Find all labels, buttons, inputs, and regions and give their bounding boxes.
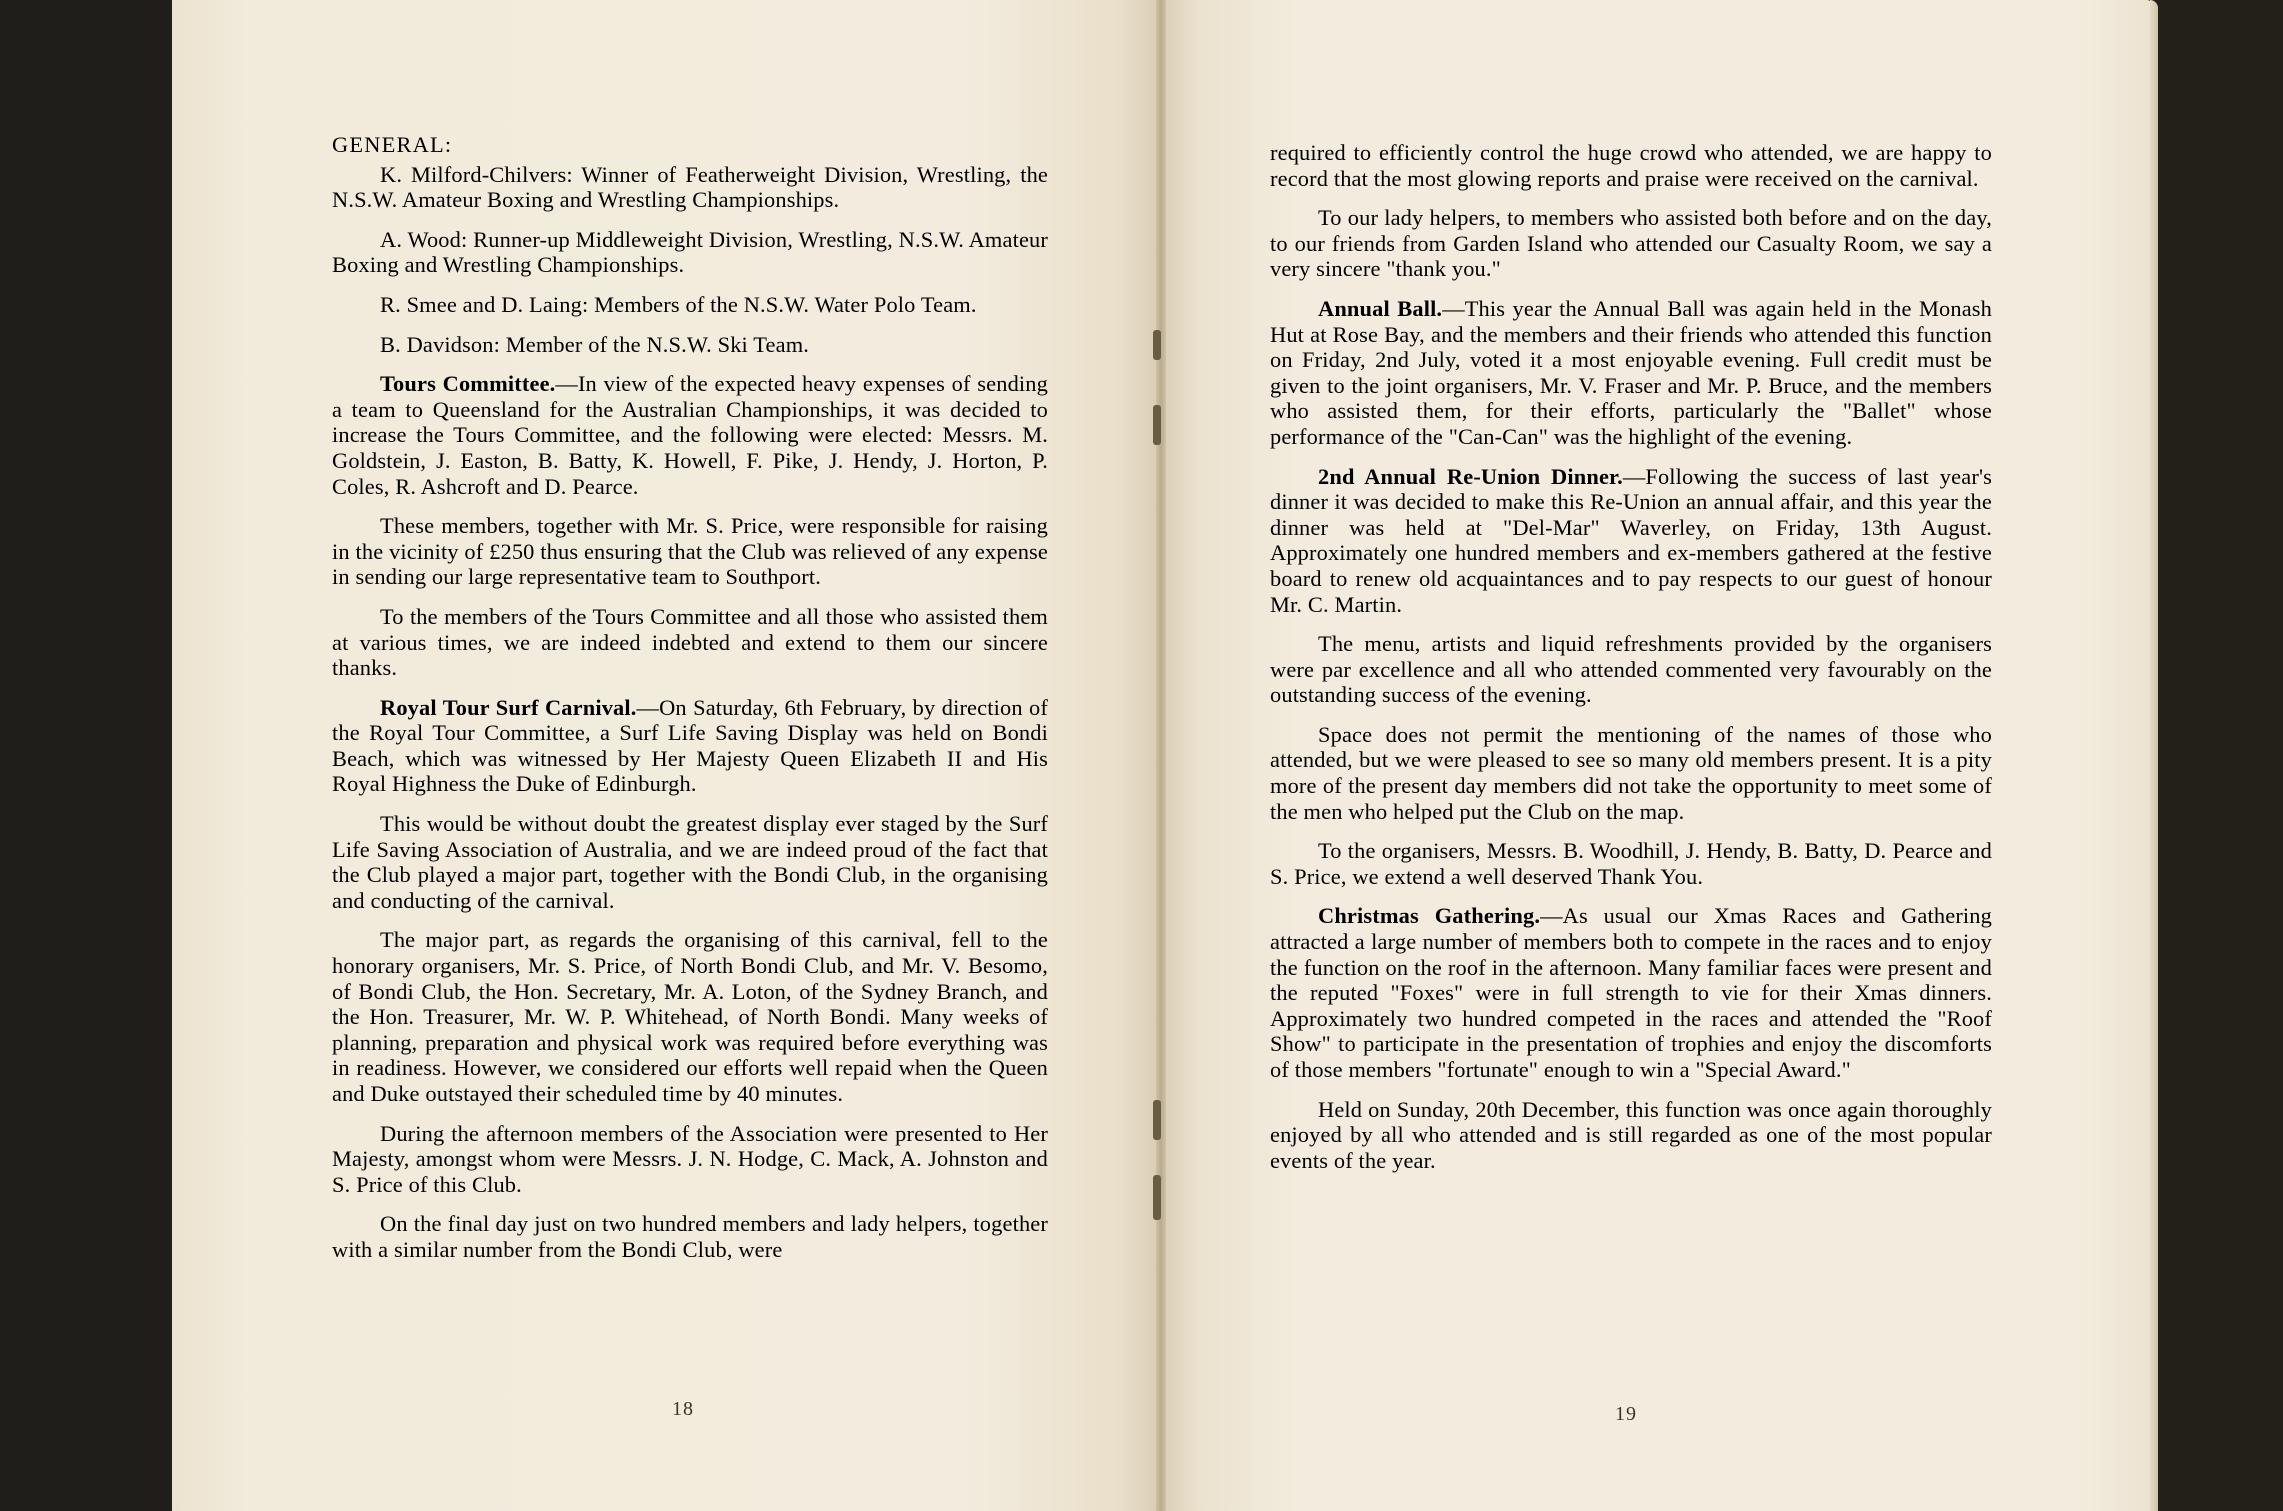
paragraph-text: The menu, artists and liquid refreshments provided by the organisers were par excellence and all who attended commented very favourably on the outstanding success of the evening. xyxy=(1270,631,1992,708)
staple-mark xyxy=(1153,405,1161,445)
paragraph-text: To our lady helpers, to members who assisted both before and on the day, to our friends from Garden Island who attended our Casualty Room, we say a very sincere "thank you." xyxy=(1270,205,1992,282)
paragraph-text: To the organisers, Messrs. B. Woodhill, J. Hendy, B. Batty, D. Pearce and S. Price, we extend a well deserved Thank You. xyxy=(1270,838,1992,889)
paragraph-text: —Following the success of last year's dinner it was decided to make this Re-Union an annual affair, and this year the dinner was held at "Del-Mar" Waverley, on Friday, 13th August. Approximately one hundred members and ex-members gathered at the festive board to renew old acquaintances and to pay respects to our guest of honour Mr. C. Martin. xyxy=(1270,463,1992,617)
left-page-text xyxy=(332,132,1048,1277)
paragraph-text: A. Wood: Runner-up Middleweight Division, Wrestling, N.S.W. Amateur Boxing and Wrestling Championships. xyxy=(332,226,1048,278)
staple-mark xyxy=(1153,1100,1161,1140)
page-number-left: 18 xyxy=(672,1398,694,1420)
paragraph-text: On the final day just on two hundred members and lady helpers, together with a similar number from the Bondi Club, were xyxy=(332,1211,1048,1262)
paragraph xyxy=(332,227,1048,278)
paragraph-text: R. Smee and D. Laing: Members of the N.S.W. Water Polo Team. xyxy=(380,291,977,317)
background-right xyxy=(2153,0,2283,1511)
paragraph-lead-heading: Annual Ball. xyxy=(1318,295,1443,321)
paragraph xyxy=(332,332,1048,358)
book-spine xyxy=(1156,0,1166,1511)
paragraph xyxy=(1270,838,1992,889)
paragraph-text: The major part, as regards the organising of this carnival, fell to the honorary organisers, Mr. S. Price, of North Bondi Club, and Mr. V. Besomo, of Bondi Club, the Hon. Secretary, Mr. A. Loton, of the Sydney Branch, and the Hon. Treasurer, Mr. W. P. Whitehead, of North Bondi. Many weeks of planning, preparation and physical work was required before everything was in readiness. However, we considered our efforts well repaid when the Queen and Duke outstayed their scheduled time by 40 minutes. xyxy=(332,927,1048,1106)
page-number-right: 19 xyxy=(1615,1403,1637,1425)
paragraph xyxy=(332,1211,1048,1262)
paragraph xyxy=(1270,296,1992,450)
section-heading-general: GENERAL: xyxy=(332,132,453,157)
paragraph-text: —In view of the expected heavy expenses of sending a team to Queensland for the Australian Championships, it was decided to increase the Tours Committee, and the following were elected: Messrs. M. Goldstein, J. Easton, B. Batty, K. Howell, F. Pike, J. Hendy, J. Horton, P. Coles, R. Ashcroft and D. Pearce. xyxy=(332,371,1048,499)
paragraph xyxy=(1270,1097,1992,1174)
staple-mark xyxy=(1153,1175,1161,1220)
paragraph-lead-heading: Tours Committee. xyxy=(380,371,556,397)
paragraph-lead-heading: 2nd Annual Re-Union Dinner. xyxy=(1318,463,1623,489)
paragraph-lead-heading: Christmas Gathering. xyxy=(1318,903,1541,929)
paragraph xyxy=(1270,205,1992,282)
paragraph-text: Space does not permit the mentioning of the names of those who attended, but we were pleased to see so many old members present. It is a pity more of the present day members did not take the opportunity to meet some of the men who helped put the Club on the map. xyxy=(1270,721,1992,824)
paragraph-lead-heading: Royal Tour Surf Carnival. xyxy=(380,694,637,720)
paragraph xyxy=(332,1121,1048,1198)
paragraph-text: —On Saturday, 6th February, by direction of the Royal Tour Committee, a Surf Life Saving Display was held on Bondi Beach, which was witnessed by Her Majesty Queen Elizabeth II and His Royal Highness the Duke of Edinburgh. xyxy=(332,694,1048,797)
paragraph-text: required to efficiently control the huge crowd who attended, we are happy to record that the most glowing reports and praise were received on the carnival. xyxy=(1270,140,1992,191)
paragraph-text: To the members of the Tours Committee and all those who assisted them at various times, we are indeed indebted and extend to them our sincere thanks. xyxy=(332,603,1048,681)
paragraph xyxy=(332,695,1048,797)
page-edge xyxy=(2150,0,2158,1511)
paragraph-text: K. Milford-Chilvers: Winner of Featherweight Division, Wrestling, the N.S.W. Amateur Boxing and Wrestling Championships. xyxy=(332,161,1048,213)
background-left xyxy=(0,0,172,1511)
paragraph xyxy=(1270,903,1992,1082)
paragraph xyxy=(332,513,1048,590)
paragraph xyxy=(332,162,1048,213)
paragraph-text: This would be without doubt the greatest display ever staged by the Surf Life Saving Association of Australia, and we are indeed proud of the fact that the Club played a major part, together with the Bondi Club, in the organising and conducting of the carnival. xyxy=(332,811,1048,913)
paragraph-text: During the afternoon members of the Association were presented to Her Majesty, amongst whom were Messrs. J. N. Hodge, C. Mack, A. Johnston and S. Price of this Club. xyxy=(332,1120,1048,1197)
paragraph-text: —As usual our Xmas Races and Gathering attracted a large number of members both to compete in the races and to enjoy the function on the roof in the afternoon. Many familiar faces were present and the reputed "Foxes" were in full strength to vie for their Xmas dinners. Approximately two hundred competed in the races and attended the "Roof Show" to participate in the presentation of trophies and enjoy the discomforts of those members "fortunate" enough to win a "Special Award." xyxy=(1270,903,1992,1082)
paragraph xyxy=(1270,464,1992,618)
paragraph-text: Held on Sunday, 20th December, this function was once again thoroughly enjoyed by all who attended and is still regarded as one of the most popular events of the year. xyxy=(1270,1096,1992,1173)
right-page-text xyxy=(1270,140,1992,1187)
paragraph xyxy=(332,927,1048,1106)
paragraph xyxy=(332,371,1048,499)
paragraph xyxy=(1270,631,1992,708)
paragraph xyxy=(332,292,1048,318)
staple-mark xyxy=(1153,330,1161,360)
paragraph-text: B. Davidson: Member of the N.S.W. Ski Team. xyxy=(380,331,810,357)
paragraph xyxy=(1270,140,1992,191)
paragraph-text: These members, together with Mr. S. Price, were responsible for raising in the vicinity of £250 thus ensuring that the Club was relieved of any expense in sending our large representative team to Southport. xyxy=(332,513,1048,590)
paragraph xyxy=(1270,722,1992,824)
paragraph xyxy=(332,604,1048,681)
paragraph xyxy=(332,811,1048,913)
paragraph-text: —This year the Annual Ball was again held in the Monash Hut at Rose Bay, and the members and their friends who attended this function on Friday, 2nd July, voted it a most enjoyable evening. Full credit must be given to the joint organisers, Mr. V. Fraser and Mr. P. Bruce, and the members who assisted them, for their efforts, particularly the "Ballet" whose performance of the "Can-Can" was the highlight of the evening. xyxy=(1270,295,1992,449)
